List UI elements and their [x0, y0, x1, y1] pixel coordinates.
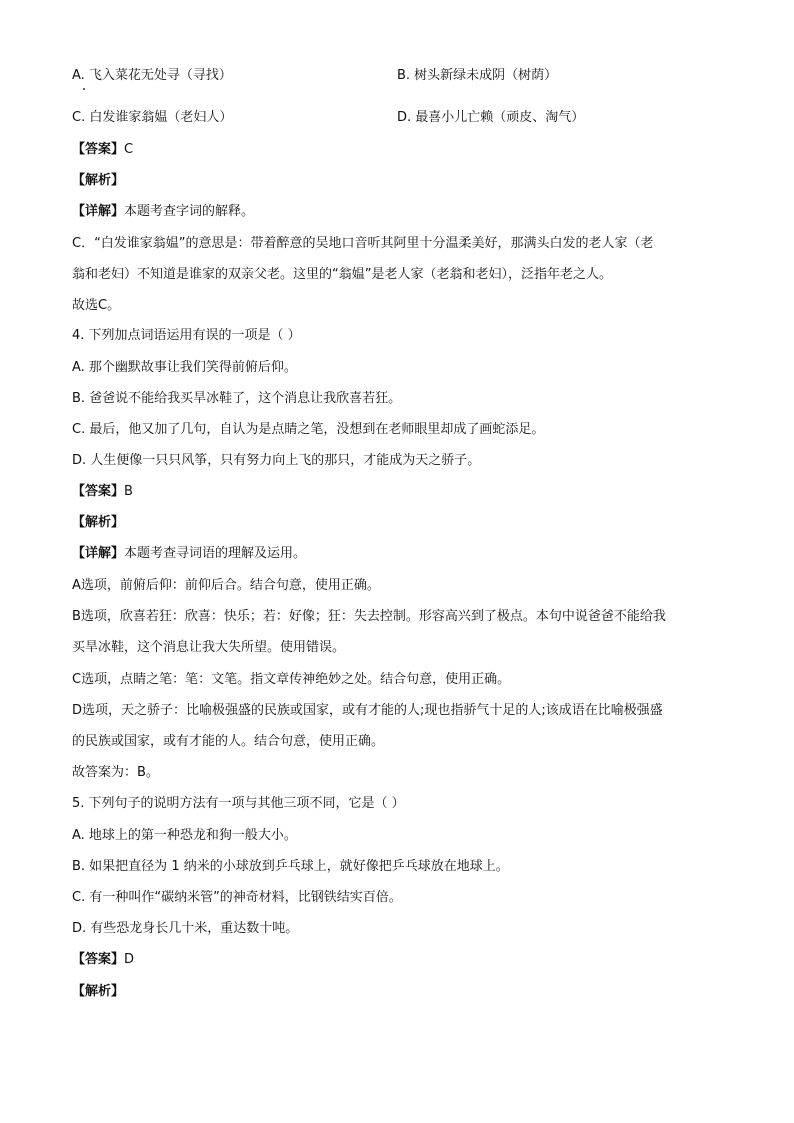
stray-dot-mark: [83, 88, 85, 90]
q5-option-d: D. 有些恐龙身长几十米，重达数十吨。: [72, 921, 299, 936]
detail-text: 本题考查寻词语的理解及运用。: [124, 546, 307, 561]
q4-explain-b-line-2: 买旱冰鞋，这个消息让我大失所望。使用错误。: [72, 640, 346, 655]
answer-tag: 【答案】: [72, 142, 125, 157]
q5-option-b: B. 如果把直径为 1 纳米的小球放到乒乓球上，就好像把乒乓球放在地球上。: [72, 859, 509, 874]
q3-explain-line-2: 翁和老妇）不知道是谁家的双亲父老。这里的“翁媪”是老人家（老翁和老妇），泛指年老之人。: [72, 267, 612, 282]
answer-value: C: [124, 142, 134, 157]
q5-option-a: A. 地球上的第一种恐龙和狗一般大小。: [72, 828, 297, 843]
q5-option-c: C. 有一种叫作“碳纳米管”的神奇材料，比钢铁结实百倍。: [72, 890, 402, 905]
q3-option-c: C. 白发谁家翁媪（老妇人）: [72, 110, 233, 125]
q5-analysis-tag: 【解析】: [72, 984, 125, 999]
answer-tag: 【答案】: [72, 952, 125, 967]
q4-option-a: A. 那个幽默故事让我们笑得前俯后仰。: [72, 360, 297, 375]
q3-answer: [72, 140, 133, 160]
detail-text: 本题考查字词的解释。: [124, 204, 255, 219]
q3-analysis-tag: 【解析】: [72, 173, 125, 188]
q4-explain-c: C选项，点睛之笔：笔：文笔。指文章传神绝妙之处。结合句意，使用正确。: [72, 672, 511, 687]
q4-option-d: D. 人生便像一只只风筝，只有努力向上飞的那只，才能成为天之骄子。: [72, 453, 481, 468]
q4-answer: [72, 482, 133, 502]
detail-tag: 【详解】: [72, 546, 125, 561]
answer-tag: 【答案】: [72, 484, 125, 499]
q4-analysis-tag: 【解析】: [72, 515, 125, 530]
answer-value: B: [124, 484, 133, 499]
q4-explain-b-line-1: B选项，欣喜若狂：欣喜：快乐；若：好像；狂：失去控制。形容高兴到了极点。本句中说爸爸不能给我: [72, 609, 666, 624]
q4-option-b: B. 爸爸说不能给我买旱冰鞋了，这个消息让我欣喜若狂。: [72, 391, 402, 406]
q3-option-d: D. 最喜小儿亡赖（顽皮、淘气）: [397, 110, 585, 125]
q4-detail: [72, 544, 306, 564]
detail-tag: 【详解】: [72, 204, 125, 219]
q4-conclusion: 故答案为：B。: [72, 765, 159, 780]
q4-explain-a: A选项，前俯后仰：前仰后合。结合句意，使用正确。: [72, 578, 380, 593]
q3-conclusion: 故选C。: [72, 298, 121, 313]
q5-answer: [72, 950, 134, 970]
q3-explain-line-1: C．“白发谁家翁媪”的意思是：带着醉意的吴地口音听其阿里十分温柔美好，那满头白发的老人家（老: [72, 236, 654, 251]
q4-explain-d-line-1: D选项，天之骄子：比喻极强盛的民族或国家，或有才能的人;现也指骄气十足的人;该成语在比喻极强盛: [72, 703, 663, 718]
q3-option-b: B. 树头新绿未成阴（树荫）: [397, 68, 558, 83]
q4-option-c: C. 最后，他又加了几句，自认为是点睛之笔，没想到在老师眼里却成了画蛇添足。: [72, 422, 545, 437]
q3-detail: [72, 202, 254, 222]
q3-option-a: A. 飞入菜花无处寻（寻找）: [72, 68, 232, 83]
q5-stem: 5. 下列句子的说明方法有一项与其他三项不同，它是（ ）: [72, 796, 405, 811]
q4-explain-d-line-2: 的民族或国家，或有才能的人。结合句意，使用正确。: [72, 734, 385, 749]
q4-stem: 4. 下列加点词语运用有误的一项是（ ）: [72, 328, 301, 343]
answer-value: D: [124, 952, 135, 967]
